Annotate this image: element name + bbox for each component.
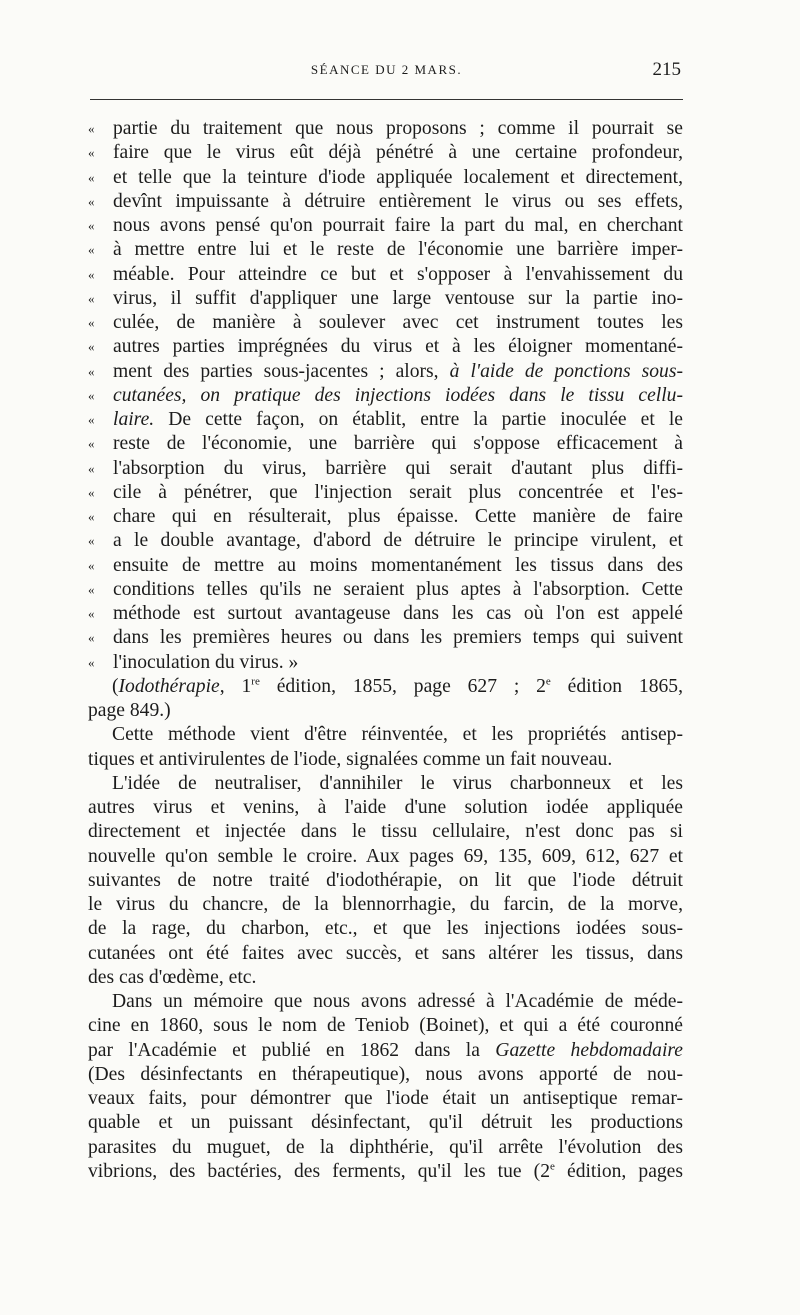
- quote-line: [88, 626, 683, 650]
- quote-mark: «: [88, 193, 95, 209]
- quote-text: conditions telles qu'ils ne seraient plus aptes à l'absorption. Cette: [113, 578, 683, 600]
- quote-mark: «: [88, 557, 95, 573]
- quote-text: l'absorption du virus, barrière qui serait d'autant plus diffi-: [113, 457, 683, 479]
- citation-ed1-sup: re: [251, 675, 260, 688]
- quote-italic-text: cutanées, on pratique des injections iodées dans le tissu cellu-: [113, 384, 683, 406]
- paragraph-line: cutanées ont été faites avec succès, et sans altérer les tissus, dans: [88, 942, 683, 964]
- quote-mark: «: [88, 169, 95, 185]
- quote-line: [88, 166, 683, 190]
- paragraph-line: directement et injectée dans le tissu cellulaire, n'est donc pas si: [88, 821, 683, 843]
- quote-mark: «: [88, 363, 95, 379]
- paragraph-line: nouvelle qu'on semble le croire. Aux pages 69, 135, 609, 612, 627 et: [88, 845, 683, 867]
- quote-text: dans les premières heures ou dans les premiers temps qui suivent: [113, 627, 683, 649]
- page-body: [88, 117, 683, 1184]
- paragraph-line: parasites du muguet, de la diphthérie, qu'il arrête l'évolution des: [88, 1136, 683, 1158]
- quote-text: virus, il suffit d'appliquer une large ventouse sur la partie ino-: [113, 287, 683, 309]
- quote-italic-text: laire.: [113, 409, 155, 430]
- quote-text: partie du traitement que nous proposons ; comme il pourrait se: [113, 118, 683, 139]
- paragraph-3: [88, 990, 683, 1184]
- quote-line: [88, 238, 683, 262]
- citation-line: page 849.): [88, 700, 171, 721]
- quote-line: [88, 287, 683, 311]
- quote-mark: «: [88, 606, 95, 621]
- quote-mark: «: [88, 436, 95, 452]
- paragraph-line: autres virus et venins, à l'aide d'une solution iodée appliquée: [88, 797, 683, 818]
- quote-mark: «: [88, 242, 95, 258]
- paragraph-line: L'idée de neutraliser, d'annihiler le virus charbonneux et les: [112, 772, 683, 794]
- citation-line: (Iodothérapie, 1re édition, 1855, page 627 ; 2e édition 1865,: [112, 675, 684, 697]
- paragraph-text: vibrions, des bactéries, des ferments, qu'il les tue (2: [88, 1160, 551, 1182]
- citation-ed1-text: édition, 1855, page 627 ; 2: [276, 675, 546, 697]
- paragraph-2: [88, 772, 683, 990]
- paragraph-line: le virus du chancre, de la blennorrhagie, du farcin, de la morve,: [88, 894, 683, 915]
- quote-mark: «: [88, 630, 95, 646]
- quote-line: [88, 651, 683, 675]
- quote-mark: «: [88, 266, 95, 282]
- quote-mark: «: [88, 218, 95, 233]
- quote-line: [88, 335, 683, 359]
- citation-ed2-sup: e: [545, 675, 551, 688]
- quote-mark: «: [88, 460, 95, 476]
- quote-mark: «: [88, 484, 95, 500]
- page-number: 215: [652, 59, 681, 80]
- citation-title: Iodothérapie: [118, 675, 220, 697]
- paragraph-line: veaux faits, pour démontrer que l'iode était un antiseptique remar-: [88, 1088, 683, 1109]
- quote-text: chare qui en résulterait, plus épaisse. Cette manière de faire: [113, 506, 683, 527]
- quote-mark: «: [88, 145, 95, 161]
- quote-line: [88, 529, 683, 553]
- quote-line: [88, 432, 683, 456]
- quote-mark: «: [88, 290, 95, 306]
- quote-text: à mettre entre lui et le reste de l'économie une barrière imper-: [113, 239, 683, 261]
- paragraph-line: cine en 1860, sous le nom de Teniob (Boinet), et qui a été couronné: [88, 1015, 683, 1037]
- running-title: SÉANCE DU 2 MARS.: [310, 62, 463, 77]
- paragraph-line: de la rage, du charbon, etc., et que les injections iodées sous-: [88, 918, 683, 940]
- quote-mark: «: [88, 654, 95, 670]
- quote-text: culée, de manière à soulever avec cet instrument toutes les: [113, 312, 683, 333]
- citation: [88, 675, 683, 724]
- paragraph-line: Cette méthode vient d'être réinventée, et les propriétés antisep-: [112, 724, 683, 746]
- paragraph-line: [88, 1039, 683, 1063]
- quote-text: De cette façon, on établit, entre la partie inoculée et le: [168, 409, 683, 430]
- page-header: [90, 59, 683, 88]
- quote-line: [88, 602, 683, 626]
- citation-ed2-text: édition 1865,: [567, 675, 684, 697]
- quote-line: [88, 505, 683, 529]
- quote-mark: «: [88, 412, 95, 427]
- quote-line: [88, 311, 683, 335]
- quote-line: [88, 263, 683, 287]
- quote-line: [88, 190, 683, 214]
- quote-text: et telle que la teinture d'iode appliquée localement et directement,: [113, 166, 683, 188]
- paragraph-line: [88, 1160, 683, 1184]
- quote-text: cile à pénétrer, que l'injection serait plus concentrée et l'es-: [113, 481, 683, 503]
- paragraph-text: par l'Académie et publié en 1862 dans la: [88, 1039, 480, 1061]
- quote-line: [88, 554, 683, 578]
- quote-line: [88, 214, 683, 238]
- header-rule: [90, 99, 683, 100]
- paragraph-line: quable et un puissant désinfectant, qu'il détruit les productions: [88, 1112, 683, 1134]
- quote-italic-text: à l'aide de ponctions sous-: [449, 360, 683, 382]
- quote-line: [88, 578, 683, 602]
- quote-text: faire que le virus eût déjà pénétré à une certaine profondeur,: [113, 142, 683, 164]
- paragraph-line: (Des désinfectants en thérapeutique), nous avons apporté de nou-: [88, 1063, 683, 1085]
- quote-text: reste de l'économie, une barrière qui s'oppose efficacement à: [113, 433, 683, 455]
- quoted-passage: [88, 117, 683, 675]
- quote-mark: «: [88, 581, 95, 597]
- paragraph-line: suivantes de notre traité d'iodothérapie, on lit que l'iode détruit: [88, 869, 683, 891]
- quote-line: [88, 360, 683, 384]
- quote-text: nous avons pensé qu'on pourrait faire la part du mal, en cherchant: [113, 215, 683, 236]
- quote-line: [88, 457, 683, 481]
- paragraph-text: édition, pages: [567, 1160, 684, 1182]
- quote-text: méable. Pour atteindre ce but et s'opposer à l'envahissement du: [113, 263, 683, 285]
- quote-text: ensuite de mettre au moins momentanément les tissus dans des: [113, 554, 683, 576]
- quote-text: ment des parties sous-jacentes ; alors,: [113, 360, 439, 382]
- quote-mark: «: [88, 315, 95, 330]
- citation-open: (: [112, 675, 119, 697]
- quote-mark: «: [88, 339, 95, 355]
- quote-text: l'inoculation du virus. »: [113, 651, 299, 673]
- paragraph-line: tiques et antivirulentes de l'iode, signalées comme un fait nouveau.: [88, 748, 613, 770]
- paragraph-line: Dans un mémoire que nous avons adressé à l'Académie de méde-: [112, 991, 683, 1012]
- quote-mark: «: [88, 121, 95, 136]
- quote-mark: «: [88, 509, 95, 524]
- quote-line: [88, 408, 683, 432]
- paragraph-1: [88, 723, 683, 772]
- quote-line: [88, 481, 683, 505]
- quote-line: [88, 141, 683, 165]
- quote-text: autres parties imprégnées du virus et à les éloigner momentané-: [113, 336, 683, 358]
- quote-mark: «: [88, 387, 95, 403]
- quote-line: [88, 117, 683, 141]
- quote-mark: «: [88, 533, 95, 549]
- quote-text: a le double avantage, d'abord de détruire le principe virulent, et: [113, 530, 683, 552]
- paragraph-line: des cas d'œdème, etc.: [88, 966, 257, 988]
- citation-ed1-num: 1: [241, 675, 252, 697]
- quote-text: méthode est surtout avantageuse dans les cas où l'on est appelé: [113, 603, 683, 624]
- edition-sup: e: [550, 1160, 555, 1173]
- quote-text: devînt impuissante à détruire entièrement le virus ou ses effets,: [113, 190, 683, 212]
- journal-title: Gazette hebdomadaire: [495, 1039, 683, 1061]
- quote-line: [88, 384, 683, 408]
